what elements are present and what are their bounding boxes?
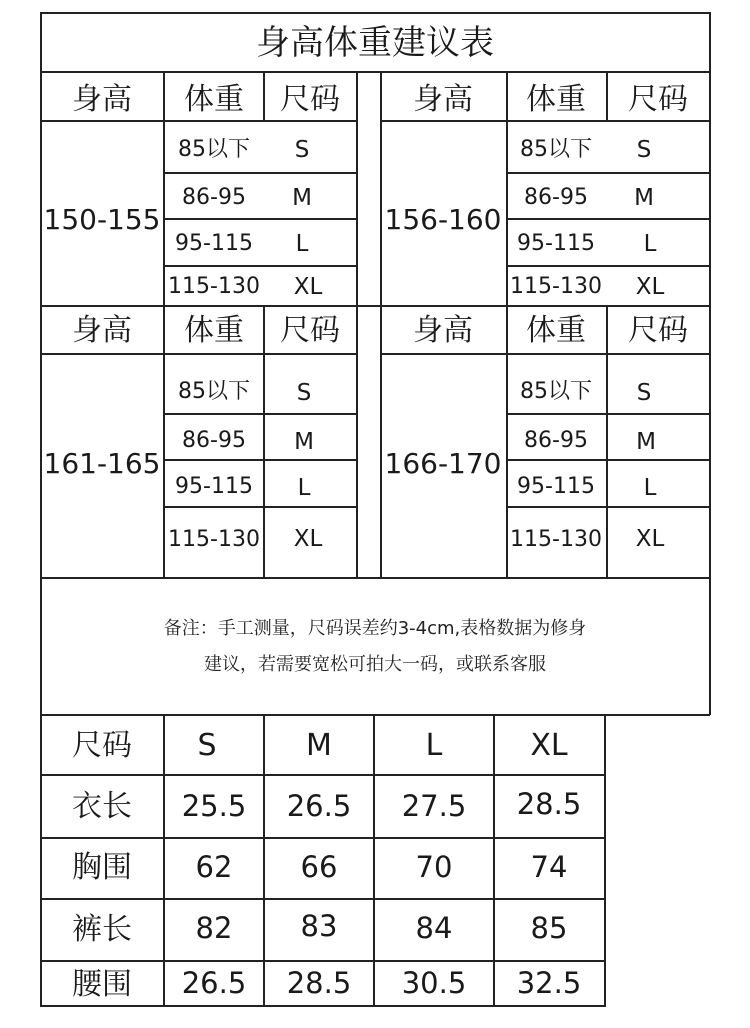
- size-cell: XL: [293, 526, 323, 552]
- header-size-right-1: 尺码: [628, 82, 688, 117]
- size-cell: XL: [635, 274, 665, 300]
- size-cell: M: [294, 429, 314, 455]
- measure-cell: 83: [300, 909, 338, 943]
- weight-cell: 115-130: [168, 274, 260, 299]
- measure-cell: 30.5: [401, 966, 467, 1000]
- header-size-left-2: 尺码: [280, 313, 340, 348]
- weight-cell: 85以下: [520, 379, 592, 404]
- measure-row-label: 裤长: [72, 912, 132, 947]
- weight-cell: 95-115: [517, 474, 595, 499]
- header-height-right-1: 身高: [413, 82, 473, 117]
- measure-row-label: 衣长: [72, 789, 132, 824]
- weight-cell: 86-95: [524, 185, 588, 210]
- header-weight-left-1: 体重: [184, 82, 244, 117]
- measure-cell: 28.5: [516, 787, 582, 821]
- size-cell: L: [643, 475, 657, 501]
- measure-cell: 66: [300, 850, 338, 884]
- weight-cell: 115-130: [510, 274, 602, 299]
- size-cell: M: [292, 185, 312, 211]
- measure-cell: 26.5: [181, 966, 247, 1000]
- measure-cell: 28.5: [286, 966, 352, 1000]
- size-cell: M: [634, 185, 654, 211]
- size-cell: S: [636, 137, 652, 163]
- weight-cell: 85以下: [178, 379, 250, 404]
- measure-header-s: S: [197, 728, 217, 763]
- measure-cell: 32.5: [516, 966, 582, 1000]
- height-range-156-160: 156-160: [384, 203, 502, 236]
- size-cell: L: [643, 231, 657, 257]
- measure-header-l: L: [425, 728, 443, 763]
- measure-cell: 85: [530, 911, 568, 945]
- note-line-2: 建议，若需要宽松可拍大一码，或联系客服: [204, 654, 546, 675]
- measure-header-size: 尺码: [72, 728, 132, 763]
- measure-header-xl: XL: [530, 728, 568, 763]
- height-range-161-165: 161-165: [43, 447, 161, 480]
- measure-cell: 84: [415, 911, 453, 945]
- weight-cell: 95-115: [517, 231, 595, 256]
- header-size-right-2: 尺码: [628, 313, 688, 348]
- size-cell: S: [294, 137, 310, 163]
- size-cell: XL: [635, 526, 665, 552]
- weight-cell: 86-95: [182, 185, 246, 210]
- weight-cell: 85以下: [520, 137, 592, 162]
- size-cell: L: [295, 231, 309, 257]
- header-weight-right-1: 体重: [526, 82, 586, 117]
- size-cell: S: [636, 380, 652, 406]
- size-cell: L: [297, 475, 311, 501]
- size-cell: XL: [293, 274, 323, 300]
- weight-cell: 115-130: [168, 527, 260, 552]
- note-line-1: 备注：手工测量，尺码误差约3-4cm,表格数据为修身: [163, 618, 587, 639]
- header-height-right-2: 身高: [413, 313, 473, 348]
- weight-cell: 95-115: [175, 474, 253, 499]
- header-height-left-1: 身高: [72, 82, 132, 117]
- measure-header-m: M: [306, 728, 332, 763]
- height-range-166-170: 166-170: [384, 447, 502, 480]
- header-weight-left-2: 体重: [184, 313, 244, 348]
- measure-cell: 70: [415, 850, 453, 884]
- measure-cell: 82: [195, 911, 233, 945]
- weight-cell: 86-95: [524, 428, 588, 453]
- measure-cell: 25.5: [181, 789, 247, 823]
- header-size-left-1: 尺码: [280, 82, 340, 117]
- header-weight-right-2: 体重: [526, 313, 586, 348]
- measure-cell: 62: [195, 850, 233, 884]
- measure-cell: 27.5: [401, 789, 467, 823]
- measure-row-label: 腰围: [72, 967, 132, 1002]
- weight-cell: 95-115: [175, 231, 253, 256]
- weight-cell: 86-95: [182, 428, 246, 453]
- weight-cell: 85以下: [178, 137, 250, 162]
- height-range-150-155: 150-155: [43, 203, 161, 236]
- size-cell: S: [296, 380, 312, 406]
- weight-cell: 115-130: [510, 527, 602, 552]
- measure-row-label: 胸围: [72, 850, 132, 885]
- size-cell: M: [636, 429, 656, 455]
- page-title: 身高体重建议表: [256, 23, 494, 63]
- measure-cell: 74: [530, 850, 568, 884]
- measure-cell: 26.5: [286, 789, 352, 823]
- header-height-left-2: 身高: [72, 313, 132, 348]
